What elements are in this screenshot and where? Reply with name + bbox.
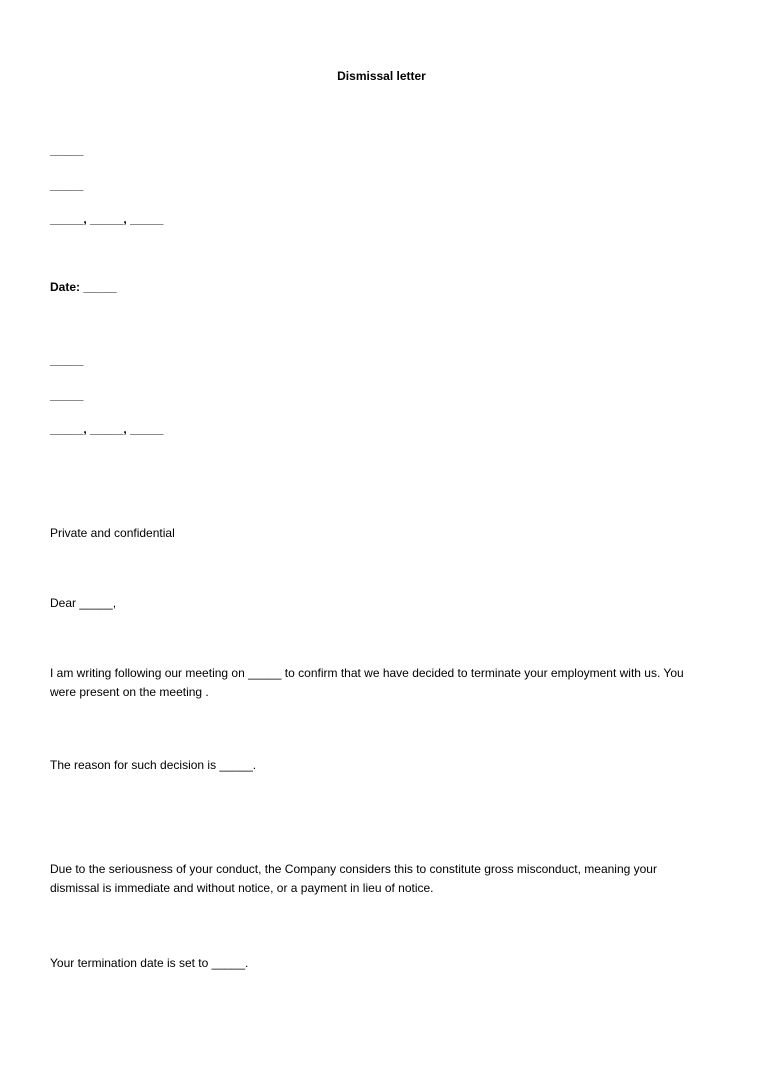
sender-line-2: _____ <box>50 178 84 192</box>
salutation: Dear _____, <box>50 596 117 610</box>
sender-line-1: _____ <box>50 143 84 157</box>
recipient-line-1: _____ <box>50 353 84 367</box>
paragraph-gross-misconduct: Due to the seriousness of your conduct, the Company considers this to constitute gross misconduct, meaning your dismissal is immediate and without notice, or a payment in lieu of notice. <box>50 862 657 895</box>
paragraph-meeting: I am writing following our meeting on _____ to confirm that we have decided to terminate your employment with us. You were present on the meeting . <box>50 666 684 699</box>
date-line: Date: _____ <box>50 280 117 294</box>
sender-line-3: _____, _____, _____ <box>50 212 164 226</box>
recipient-line-3: _____, _____, _____ <box>50 422 164 436</box>
paragraph-termination-date: Your termination date is set to _____. <box>50 956 249 970</box>
recipient-line-2: _____ <box>50 388 84 402</box>
private-and-confidential: Private and confidential <box>50 526 175 540</box>
document-title: Dismissal letter <box>337 69 426 83</box>
paragraph-reason: The reason for such decision is _____. <box>50 758 257 772</box>
